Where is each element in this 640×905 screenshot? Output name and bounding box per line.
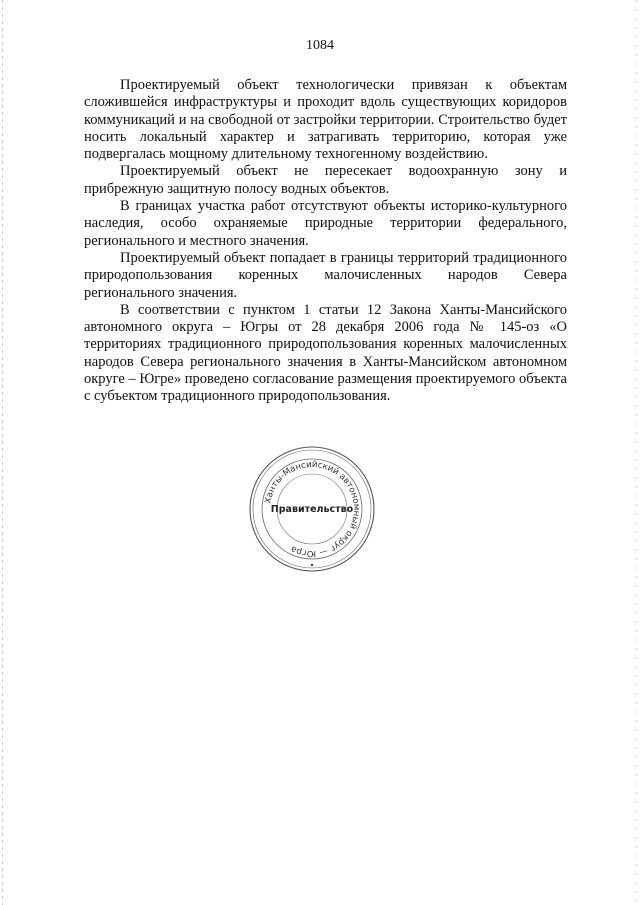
paragraph-3: В границах участка работ отсутствуют объекты историко-культурного наследия, особо охраняемые природные территории федерального, регионального и местного значения. [84, 198, 567, 249]
scan-edge-left [2, 0, 3, 905]
seal-graphic [247, 444, 377, 574]
paragraph-5: В соответствии с пунктом 1 статьи 12 Закона Ханты-Мансийского автономного округа – Югры от 28 декабря 2006 года № 145-оз «О территориях традиционного природопользования коренных малочисленных народов Севера регионального значения в Ханты-Мансийском автономном округе – Югре» проведено согласование размещения проектируемого объекта с субъектом традиционного природопользования. [84, 301, 567, 405]
paragraph-1: Проектируемый объект технологически привязан к объектам сложившейся инфраструктуры и проходит вдоль существующих коридоров коммуникаций и на свободной от застройки территории. Строительство будет носить локальный характер и затрагивать территорию, которая уже подвергалась мощному длительному техногенному воздействию. [84, 77, 567, 163]
document-body [84, 77, 567, 406]
page-number: 1084 [306, 38, 334, 53]
official-seal [247, 444, 377, 574]
paragraph-4: Проектируемый объект попадает в границы территорий традиционного природопользования коренных малочисленных народов Севера регионального значения. [84, 249, 567, 301]
paragraph-2: Проектируемый объект не пересекает водоохранную зону и прибрежную защитную полосу водных объектов. [84, 163, 567, 197]
seal-center-text: Правительство [270, 504, 354, 515]
scan-edge-right [636, 0, 637, 905]
seal-ring-textpath: Ханты-Мансийский автономный округ — Югра [263, 459, 362, 559]
